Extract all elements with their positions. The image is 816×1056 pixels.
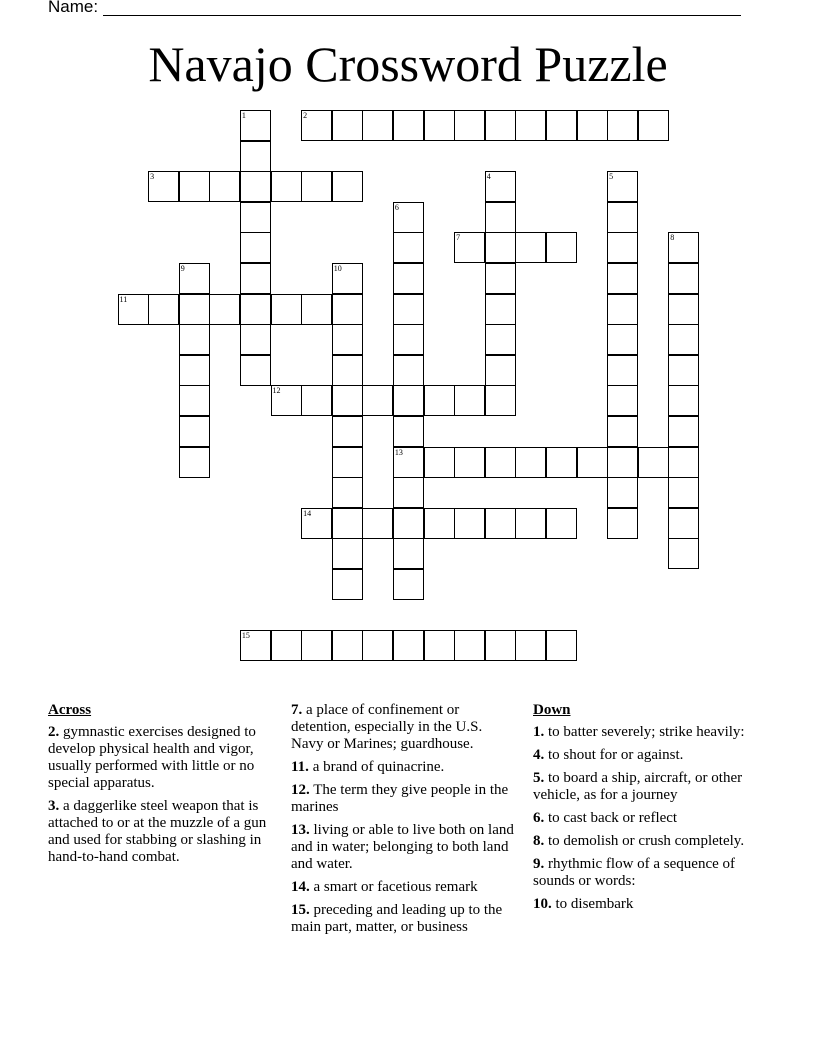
grid-cell[interactable]: [668, 508, 699, 539]
clue-across-3: 3. a daggerlike steel weapon that is attached to or at the muzzle of a gun and used for stabbing or slashing in hand-to-hand combat.: [48, 798, 267, 865]
cell-number: 9: [180, 264, 185, 273]
grid-cell[interactable]: [240, 202, 271, 233]
cell-number: 2: [303, 111, 308, 120]
grid-cell[interactable]: [362, 508, 393, 539]
grid-cell[interactable]: [485, 324, 516, 355]
grid-cell[interactable]: [240, 171, 271, 202]
grid-cell[interactable]: [240, 110, 271, 141]
grid-cell[interactable]: [179, 171, 210, 202]
grid-cell[interactable]: [179, 416, 210, 447]
name-label-text: Name:: [48, 0, 99, 16]
cell-number: 4: [486, 172, 491, 182]
grid-cell[interactable]: [607, 171, 638, 202]
grid-cell[interactable]: [332, 324, 363, 355]
grid-cell[interactable]: [485, 171, 516, 202]
clue-down-5: 5. to board a ship, aircraft, or other vehicle, as for a journey: [533, 770, 743, 803]
across-clues-column-2: [291, 702, 517, 942]
cell-number: 15: [241, 631, 250, 641]
grid-cell[interactable]: [179, 263, 210, 294]
grid-cell[interactable]: [332, 294, 363, 325]
grid-cell[interactable]: [209, 294, 240, 325]
grid-cell[interactable]: [638, 110, 669, 141]
grid-cell[interactable]: [668, 232, 699, 263]
grid-cell[interactable]: [393, 202, 424, 233]
grid-cell[interactable]: [668, 294, 699, 325]
cell-number: 1: [241, 111, 246, 120]
cell-number: 10: [333, 264, 342, 273]
cell-number: 3: [150, 172, 155, 182]
grid-cell[interactable]: [424, 385, 455, 416]
grid-cell[interactable]: [607, 508, 638, 539]
grid-cell[interactable]: [393, 447, 424, 478]
grid-cell[interactable]: [393, 355, 424, 386]
grid-cell[interactable]: [332, 630, 363, 661]
grid-cell[interactable]: [424, 110, 455, 141]
grid-cell[interactable]: [607, 202, 638, 233]
grid-cell[interactable]: [240, 232, 271, 263]
grid-cell[interactable]: [240, 263, 271, 294]
grid-cell[interactable]: [485, 232, 516, 263]
grid-cell[interactable]: [240, 355, 271, 386]
grid-cell[interactable]: [148, 294, 179, 325]
grid-cell[interactable]: [332, 385, 363, 416]
clue-down-6: 6. to cast back or reflect: [533, 810, 678, 826]
grid-cell[interactable]: [393, 630, 424, 661]
grid-cell[interactable]: [271, 630, 302, 661]
cell-number: 14: [303, 508, 312, 518]
grid-cell[interactable]: [485, 508, 516, 539]
grid-cell[interactable]: [454, 630, 485, 661]
clue-across-13: 13. living or able to live both on land and in water; belonging to both land and water.: [291, 822, 514, 872]
grid-cell[interactable]: [607, 294, 638, 325]
grid-cell[interactable]: [393, 569, 424, 600]
grid-cell[interactable]: [607, 416, 638, 447]
grid-cell[interactable]: [301, 110, 332, 141]
grid-cell[interactable]: [454, 385, 485, 416]
grid-cell[interactable]: [301, 385, 332, 416]
cell-number: 11: [119, 294, 128, 304]
grid-cell[interactable]: [393, 508, 424, 539]
grid-cell[interactable]: [607, 110, 638, 141]
grid-cell[interactable]: [301, 630, 332, 661]
grid-cell[interactable]: [332, 416, 363, 447]
cell-number: 6: [394, 202, 399, 212]
grid-cell[interactable]: [607, 263, 638, 294]
grid-cell[interactable]: [332, 569, 363, 600]
grid-cell[interactable]: [271, 385, 302, 416]
clue-down-9: 9. rhythmic flow of a sequence of sounds or words:: [533, 856, 736, 889]
grid-cell[interactable]: [454, 232, 485, 263]
grid-cell[interactable]: [332, 538, 363, 569]
grid-cell[interactable]: [485, 202, 516, 233]
grid-cell[interactable]: [577, 110, 608, 141]
grid-cell[interactable]: [454, 447, 485, 478]
grid-cell[interactable]: [332, 355, 363, 386]
grid-cell[interactable]: [424, 447, 455, 478]
grid-cell[interactable]: [607, 355, 638, 386]
grid-cell[interactable]: [668, 263, 699, 294]
grid-cell[interactable]: [179, 355, 210, 386]
grid-cell[interactable]: [148, 171, 179, 202]
grid-cell[interactable]: [301, 508, 332, 539]
grid-cell[interactable]: [546, 110, 577, 141]
grid-cell[interactable]: [454, 110, 485, 141]
grid-cell[interactable]: [668, 538, 699, 569]
cell-number: 8: [670, 233, 675, 243]
clue-across-15: 15. preceding and leading up to the main part, matter, or business: [291, 902, 503, 935]
grid-cell[interactable]: [577, 447, 608, 478]
cell-number: 12: [272, 386, 281, 396]
grid-cell[interactable]: [546, 630, 577, 661]
grid-cell[interactable]: [515, 630, 546, 661]
grid-cell[interactable]: [393, 294, 424, 325]
grid-cell[interactable]: [668, 355, 699, 386]
grid-cell[interactable]: [393, 477, 424, 508]
grid-cell[interactable]: [546, 508, 577, 539]
grid-cell[interactable]: [393, 232, 424, 263]
grid-cell[interactable]: [179, 447, 210, 478]
grid-cell[interactable]: [332, 110, 363, 141]
grid-cell[interactable]: [362, 385, 393, 416]
grid-cell[interactable]: [454, 508, 485, 539]
grid-cell[interactable]: [362, 110, 393, 141]
grid-cell[interactable]: [332, 477, 363, 508]
grid-cell[interactable]: [209, 171, 240, 202]
grid-cell[interactable]: [546, 447, 577, 478]
grid-cell[interactable]: [118, 294, 149, 325]
grid-cell[interactable]: [546, 232, 577, 263]
grid-cell[interactable]: [332, 171, 363, 202]
grid-cell[interactable]: [668, 324, 699, 355]
grid-cell[interactable]: [393, 263, 424, 294]
grid-cell[interactable]: [393, 110, 424, 141]
grid-cell[interactable]: [485, 355, 516, 386]
down-heading: Down: [533, 702, 571, 718]
grid-cell[interactable]: [485, 263, 516, 294]
grid-cell[interactable]: [485, 294, 516, 325]
clue-across-7: 7. a place of confinement or detention, especially in the U.S. Navy or Marines; guardhouse.: [291, 702, 483, 752]
page-title: Navajo Crossword Puzzle: [148, 36, 668, 92]
cell-number: 5: [609, 172, 614, 182]
grid-cell[interactable]: [607, 324, 638, 355]
grid-cell[interactable]: [424, 630, 455, 661]
grid-cell[interactable]: [179, 385, 210, 416]
grid-cell[interactable]: [668, 477, 699, 508]
clue-across-12: 12. The term they give people in the marines: [291, 782, 509, 815]
clue-across-2: 2. gymnastic exercises designed to develop physical health and vigor, usually performed with little or no special apparatus.: [48, 724, 256, 791]
grid-cell[interactable]: [271, 294, 302, 325]
grid-cell[interactable]: [607, 477, 638, 508]
grid-cell[interactable]: [485, 630, 516, 661]
grid-cell[interactable]: [240, 141, 271, 172]
grid-cell[interactable]: [179, 324, 210, 355]
clue-across-14: 14. a smart or facetious remark: [291, 879, 478, 895]
clue-down-4: 4. to shout for or against.: [533, 747, 684, 763]
grid-cell[interactable]: [332, 263, 363, 294]
across-clues-column-1: [48, 702, 268, 872]
grid-cell[interactable]: [607, 232, 638, 263]
grid-cell[interactable]: [485, 110, 516, 141]
grid-cell[interactable]: [668, 447, 699, 478]
grid-cell[interactable]: [607, 447, 638, 478]
grid-cell[interactable]: [179, 294, 210, 325]
clue-down-1: 1. to batter severely; strike heavily:: [533, 724, 745, 740]
grid-cell[interactable]: [240, 294, 271, 325]
grid-cell[interactable]: [240, 630, 271, 661]
grid-cell[interactable]: [332, 447, 363, 478]
clue-down-10: 10. to disembark: [533, 896, 634, 912]
across-heading: Across: [48, 702, 92, 718]
grid-cell[interactable]: [515, 110, 546, 141]
grid-cell[interactable]: [485, 447, 516, 478]
grid-cell[interactable]: [393, 385, 424, 416]
grid-cell[interactable]: [362, 630, 393, 661]
grid-cell[interactable]: [638, 447, 669, 478]
clue-across-11: 11. a brand of quinacrine.: [291, 759, 445, 775]
grid-cell[interactable]: [607, 385, 638, 416]
grid-cell[interactable]: [515, 508, 546, 539]
clue-down-8: 8. to demolish or crush completely.: [533, 833, 745, 849]
grid-cell[interactable]: [301, 294, 332, 325]
grid-cell[interactable]: [668, 416, 699, 447]
grid-cell[interactable]: [424, 508, 455, 539]
grid-cell[interactable]: [485, 385, 516, 416]
grid-cell[interactable]: [515, 447, 546, 478]
grid-cell[interactable]: [668, 385, 699, 416]
grid-cell[interactable]: [393, 324, 424, 355]
grid-cell[interactable]: [515, 232, 546, 263]
grid-cell[interactable]: [393, 416, 424, 447]
cell-number: 13: [394, 447, 403, 457]
grid-cell[interactable]: [393, 538, 424, 569]
grid-cell[interactable]: [301, 171, 332, 202]
grid-cell[interactable]: [240, 324, 271, 355]
grid-cell[interactable]: [271, 171, 302, 202]
cell-number: 7: [456, 233, 461, 243]
grid-cell[interactable]: [332, 508, 363, 539]
down-clues-column: [533, 702, 753, 919]
